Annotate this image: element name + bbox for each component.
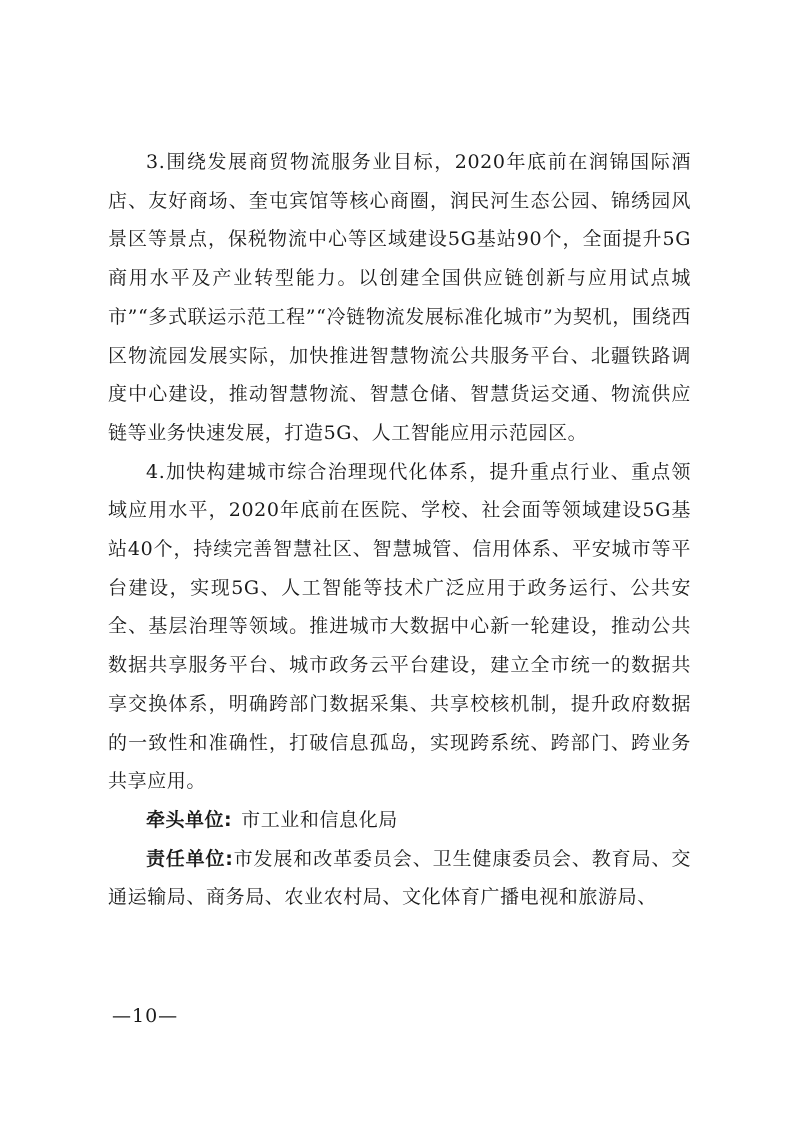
responsible-unit-line <box>108 840 691 917</box>
page-number: —10— <box>112 1005 179 1027</box>
lead-unit-line <box>108 801 691 840</box>
lead-unit-value: 市工业和信息化局 <box>241 808 398 831</box>
responsible-unit-value: 市发展和改革委员会、卫生健康委员会、教育局、交通运输局、商务局、农业农村局、文化体育广播电视和旅游局、 <box>108 847 691 909</box>
document-body <box>108 143 691 917</box>
responsible-unit-label: 责任单位: <box>146 847 234 870</box>
paragraph-item-4: 4.加快构建城市综合治理现代化体系，提升重点行业、重点领域应用水平，2020年底前在医院、学校、社会面等领域建设5G基站40个，持续完善智慧社区、智慧城管、信用体系、平安城市等平台建设，实现5G、人工智能等技术广泛应用于政务运行、公共安全、基层治理等领域。推进城市大数据中心新一轮建设，推动公共数据共享服务平台、城市政务云平台建设，建立全市统一的数据共享交换体系，明确跨部门数据采集、共享校核机制，提升政府数据的一致性和准确性，打破信息孤岛，实现跨系统、跨部门、跨业务共享应用。 <box>108 460 691 793</box>
lead-unit-label: 牵头单位: <box>146 808 233 831</box>
paragraph-item-3: 3.围绕发展商贸物流服务业目标，2020年底前在润锦国际酒店、友好商场、奎屯宾馆等核心商圈，润民河生态公园、锦绣园风景区等景点，保税物流中心等区域建设5G基站90个，全面提升5G商用水平及产业转型能力。以创建全国供应链创新与应用试点城市”“多式联运示范工程”“冷链物流发展标准化城市”为契机，围绕西区物流园发展实际，加快推进智慧物流公共服务平台、北疆铁路调度中心建设，推动智慧物流、智慧仓储、智慧货运交通、物流供应链等业务快速发展，打造5G、人工智能应用示范园区。 <box>108 151 691 444</box>
